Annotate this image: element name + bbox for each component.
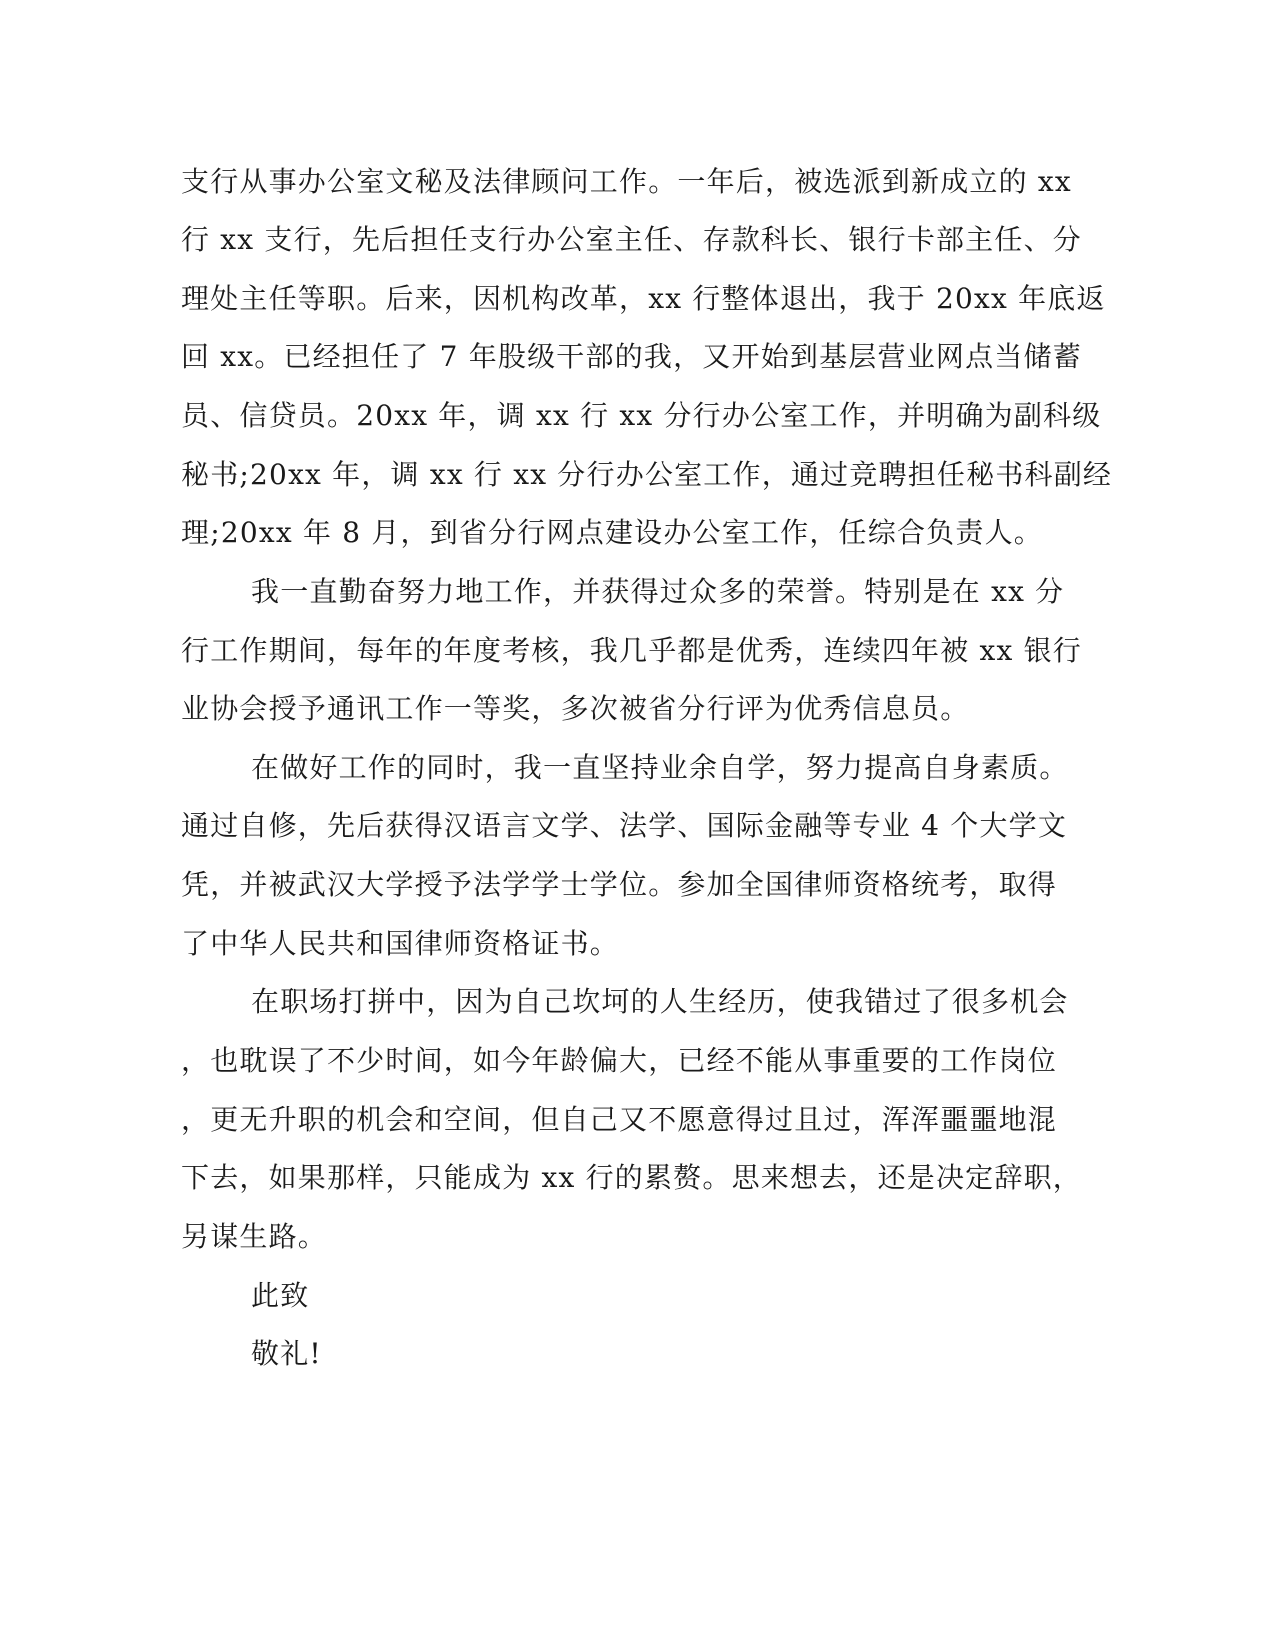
paragraph-2-line-1: 我一直勤奋努力地工作，并获得过众多的荣誉。特别是在 xx 分	[251, 575, 1065, 608]
paragraph-4-line-5: 另谋生路。	[181, 1220, 328, 1253]
paragraph-3-line-3: 凭，并被武汉大学授予法学学士学位。参加全国律师资格统考，取得	[181, 868, 1058, 901]
paragraph-1-line-2: 行 xx 支行，先后担任支行办公室主任、存款科长、银行卡部主任、分	[181, 223, 1082, 256]
paragraph-3-line-2: 通过自修，先后获得汉语言文学、法学、国际金融等专业 4 个大学文	[181, 809, 1068, 842]
paragraph-1-line-3: 理处主任等职。后来，因机构改革，xx 行整体退出，我于 20xx 年底返	[181, 282, 1106, 315]
paragraph-3-line-1: 在做好工作的同时，我一直坚持业余自学，努力提高自身素质。	[251, 751, 1069, 784]
paragraph-1-line-5: 员、信贷员。20xx 年，调 xx 行 xx 分行办公室工作，并明确为副科级	[181, 399, 1102, 432]
paragraph-3-line-4: 了中华人民共和国律师资格证书。	[181, 927, 620, 960]
paragraph-4-line-4: 下去，如果那样，只能成为 xx 行的累赘。思来想去，还是决定辞职，	[181, 1161, 1082, 1194]
paragraph-1-line-1: 支行从事办公室文秘及法律顾问工作。一年后，被选派到新成立的 xx	[181, 165, 1072, 198]
paragraph-4-line-2: ，也耽误了不少时间，如今年龄偏大，已经不能从事重要的工作岗位	[181, 1044, 1058, 1077]
paragraph-4-line-1: 在职场打拼中，因为自己坎坷的人生经历，使我错过了很多机会	[251, 985, 1069, 1018]
paragraph-2-line-2: 行工作期间，每年的年度考核，我几乎都是优秀，连续四年被 xx 银行	[181, 634, 1082, 667]
paragraph-1-line-4: 回 xx。已经担任了 7 年股级干部的我，又开始到基层营业网点当储蓄	[181, 340, 1082, 373]
paragraph-1-line-7: 理;20xx 年 8 月，到省分行网点建设办公室工作，任综合负责人。	[181, 516, 1043, 549]
paragraph-2-line-3: 业协会授予通讯工作一等奖，多次被省分行评为优秀信息员。	[181, 692, 970, 725]
paragraph-4-line-3: ，更无升职的机会和空间，但自己又不愿意得过且过，浑浑噩噩地混	[181, 1103, 1058, 1136]
closing-regards: 敬礼!	[251, 1337, 322, 1370]
paragraph-1-line-6: 秘书;20xx 年，调 xx 行 xx 分行办公室工作，通过竞聘担任秘书科副经	[181, 458, 1113, 491]
closing-salutation: 此致	[251, 1279, 310, 1312]
